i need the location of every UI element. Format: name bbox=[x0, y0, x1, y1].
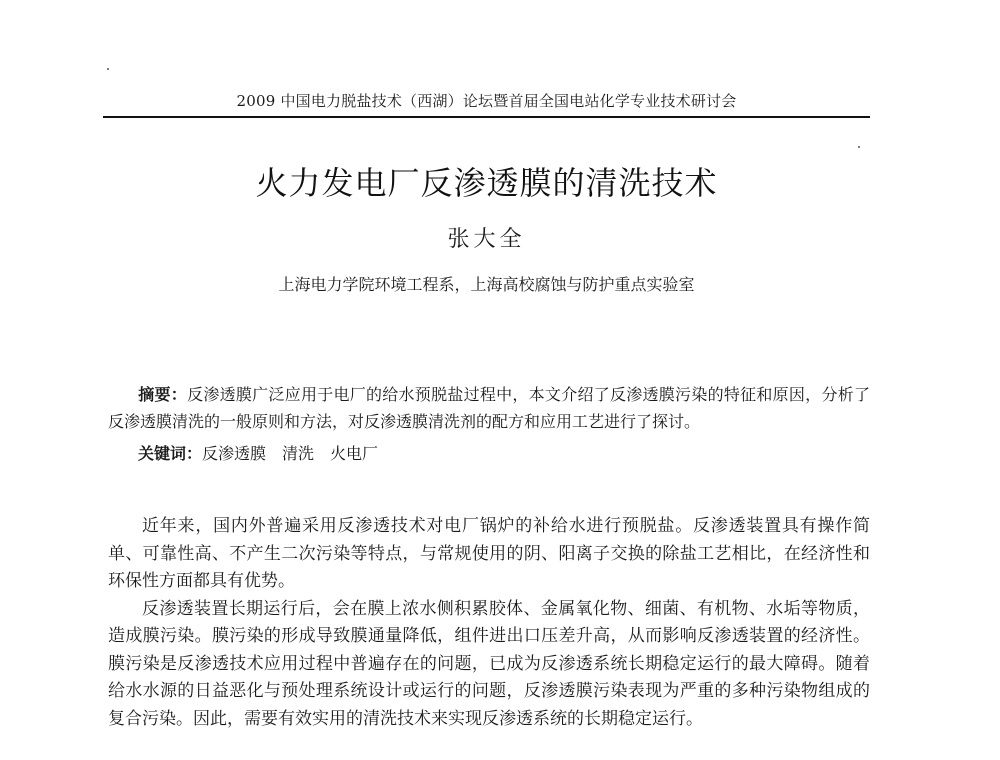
keyword: 火电厂 bbox=[330, 444, 379, 463]
paper-title: 火力发电厂反渗透膜的清洗技术 bbox=[255, 164, 718, 202]
keyword: 反渗透膜 bbox=[202, 444, 267, 463]
conference-header: 2009 中国电力脱盐技术（西湖）论坛暨首届全国电站化学专业技术研讨会 bbox=[236, 92, 737, 110]
keywords-label: 关键词： bbox=[138, 444, 203, 463]
abstract-label: 摘要： bbox=[138, 385, 188, 404]
abstract-text: 反渗透膜广泛应用于电厂的给水预脱盐过程中，本文介绍了反渗透膜污染的特征和原因，分析了反渗透膜清洗的一般原则和方法，对反渗透膜清洗剂的配方和应用工艺进行了探讨。 bbox=[108, 385, 870, 431]
scan-speck bbox=[107, 68, 109, 70]
body-text bbox=[108, 513, 870, 733]
body-paragraph: 近年来，国内外普遍采用反渗透技术对电厂锅炉的补给水进行预脱盐。反渗透装置具有操作简单、可靠性高、不产生二次污染等特点，与常规使用的阴、阳离子交换的除盐工艺相比，在经济性和环保性方面都具有优势。 bbox=[108, 516, 870, 591]
author-name: 张大全 bbox=[447, 227, 526, 252]
author-affiliation: 上海电力学院环境工程系，上海高校腐蚀与防护重点实验室 bbox=[278, 275, 695, 294]
header-rule bbox=[103, 116, 870, 118]
keyword: 清洗 bbox=[282, 444, 315, 463]
abstract bbox=[108, 381, 870, 435]
body-paragraph: 反渗透装置长期运行后，会在膜上浓水侧积累胶体、金属氧化物、细菌、有机物、水垢等物质，造成膜污染。膜污染的形成导致膜通量降低，组件进出口压差升高，从而影响反渗透装置的经济性。膜污染是反渗透技术应用过程中普遍存在的问题，已成为反渗透系统长期稳定运行的最大障碍。随着给水水源的日益恶化与预处理系统设计或运行的问题，反渗透膜污染表现为严重的多种污染物组成的复合污染。因此，需要有效实用的清洗技术来实现反渗透系统的长期稳定运行。 bbox=[108, 598, 870, 729]
scan-speck bbox=[858, 146, 860, 148]
keywords bbox=[138, 440, 868, 467]
